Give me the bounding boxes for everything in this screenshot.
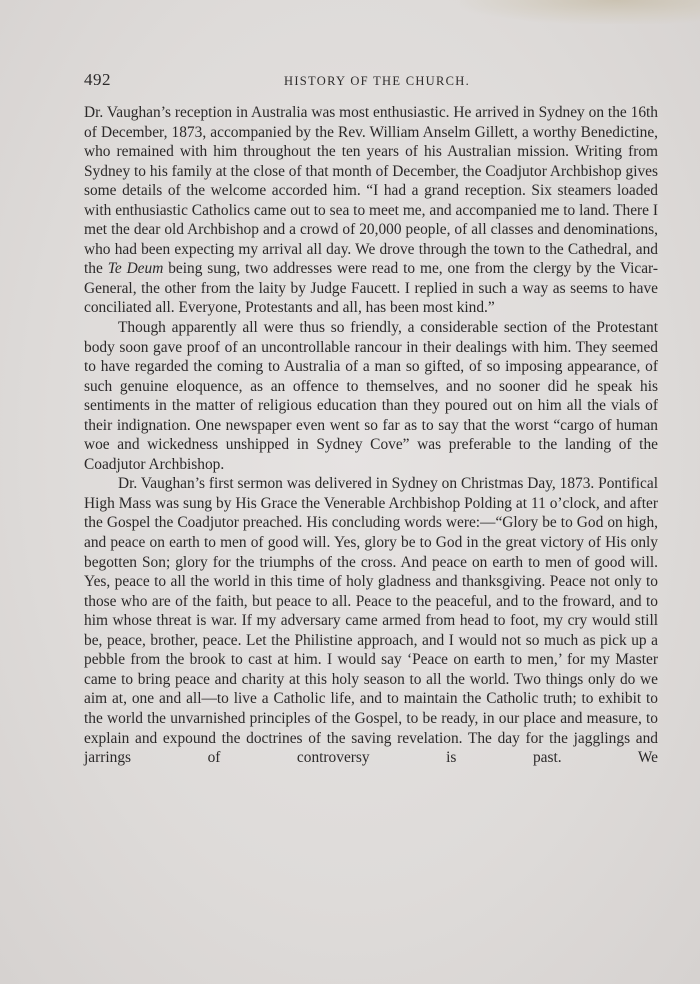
paragraph-3: Dr. Vaughan’s first sermon was delivered in Sydney on Christmas Day, 1873. Pontifical High Mass was sung by His Grace the Venerable Archbishop Polding at 11 o’clock, and after the Gospel the Coadjutor preached. His concluding words were:—“Glory be to God on high, and peace on earth to men of good will. Yes, glory be to God in the great victory of His only begotten Son; glory for the triumphs of the cross. And peace on earth to men of good will. Yes, peace to all the world in this time of holy gladness and thanksgiving. Peace not only to those who are of the faith, but peace to all. Peace to the peaceful, and to the froward, and to him whose threat is war. If my adversary came armed from head to foot, my cry would still be, peace, brother, peace. Let the Philistine approach, and I would not so much as pick up a pebble from the brook to cast at him. I would say ‘Peace on earth to men,’ for my Master came to bring peace and charity at this holy season to all the world. Two things only do we aim at, one and all—to live a Catholic life, and to maintain the Catholic truth; to exhibit to the world the unvarnished principles of the Gospel, to be ready, in our place and measure, to explain and expound the doctrines of the saving revelation. The day for the jagglings and jarrings of controversy is past. We bbox=[84, 475, 658, 767]
paragraph-2: Though apparently all were thus so friendly, a considerable section of the Protestant body soon gave proof of an uncontrollable rancour in their dealings with him. They seemed to have regarded the coming to Australia of a man so gifted, of so imposing appearance, of such genuine eloquence, as an offence to themselves, and no sooner did he speak his sentiments in the matter of religious education than they poured out on him all the vials of their indignation. One newspaper even went so far as to say that the worst “cargo of human woe and wickedness unshipped in Sydney Cove” was preferable to the landing of the Coadjutor Archbishop. bbox=[84, 319, 658, 473]
body-text bbox=[84, 103, 658, 768]
running-head: HISTORY OF THE CHURCH. bbox=[284, 74, 471, 88]
page-stain bbox=[460, 0, 700, 24]
page-number: 492 bbox=[84, 70, 111, 89]
paragraph-1-text-b: being sung, two addresses were read to me, one from the clergy by the Vicar-General, the other from the laity by Judge Faucett. I replied in such a way as seems to have conciliated all. Everyone, Protestants and all, has been most kind.” bbox=[84, 260, 658, 317]
page-header bbox=[84, 70, 658, 94]
paragraph-1 bbox=[84, 103, 658, 318]
paragraph-1-text-a: Dr. Vaughan’s reception in Australia was most enthusiastic. He arrived in Sydney on the 16th of December, 1873, accompanied by the Rev. William Anselm Gillett, a worthy Benedictine, who remained with him throughout the ten years of his Australian mission. Writing from Sydney to his family at the close of that month of December, the Coadjutor Archbishop gives some details of the welcome accorded him. “I had a grand reception. Six steamers loaded with enthusiastic Catholics came out to sea to meet me, and accompanied me to land. There I met the dear old Archbishop and a crowd of 20,000 people, of all classes and denominations, who had been expecting my arrival all day. We drove through the town to the Cathedral, and the bbox=[84, 104, 658, 278]
paragraph-1-italic: Te Deum bbox=[107, 260, 164, 278]
